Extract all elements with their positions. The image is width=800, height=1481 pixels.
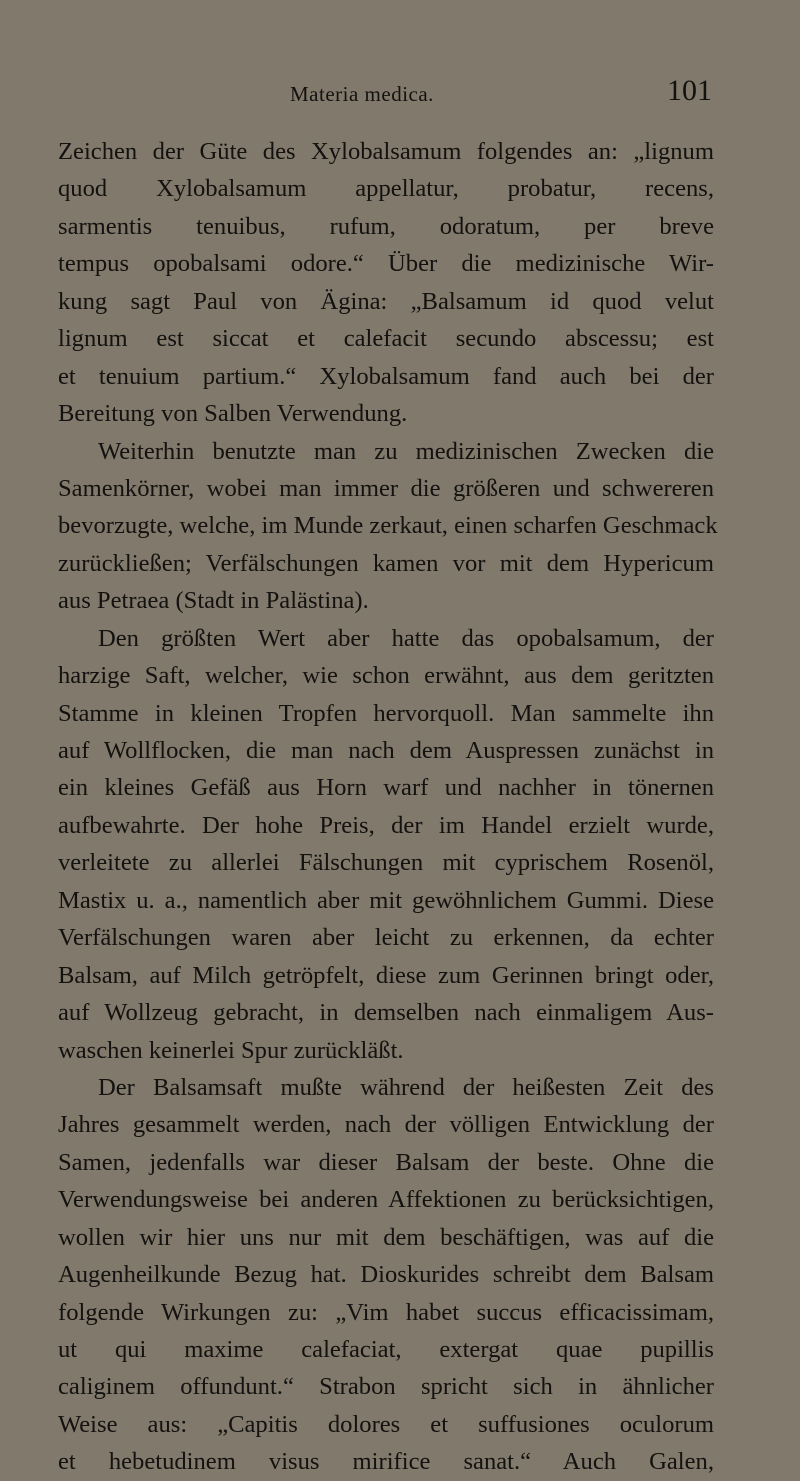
page-header: [60, 76, 712, 116]
text-line: Stamme in kleinen Tropfen hervorquoll. Man sammelte ihn: [58, 699, 714, 727]
text-line: auf Wollflocken, die man nach dem Auspressen zunächst in: [58, 737, 714, 764]
text-line: ein kleines Gefäß aus Horn warf und nachher in tönernen: [58, 774, 714, 802]
text-line: Augenheilkunde Bezug hat. Dioskurides schreibt dem Balsam: [58, 1261, 714, 1289]
text-line: et tenuium partium.“ Xylobalsamum fand auch bei der: [58, 362, 714, 390]
text-line: lignum est siccat et calefacit secundo abscessu; est: [58, 325, 714, 353]
text-line: Zeichen der Güte des Xylobalsamum folgendes an: „lignum: [58, 138, 714, 165]
text-line: aus Petraea (Stadt in Palästina).: [58, 587, 369, 615]
text-line: Samen, jedenfalls war dieser Balsam der beste. Ohne die: [58, 1148, 714, 1176]
page-number: 101: [667, 74, 712, 107]
text-line: Verwendungsweise bei anderen Affektionen zu berücksichtigen,: [58, 1186, 714, 1214]
text-line: wollen wir hier uns nur mit dem beschäftigen, was auf die: [58, 1223, 714, 1251]
text-line: Weiterhin benutzte man zu medizinischen Zwecken die: [98, 437, 714, 465]
text-line: folgende Wirkungen zu: „Vim habet succus efficacissimam,: [58, 1298, 714, 1326]
text-line: et hebetudinem visus mirifice sanat.“ Auch Galen,: [58, 1448, 714, 1476]
text-line: bevorzugte, welche, im Munde zerkaut, einen scharfen Geschmack: [58, 512, 718, 540]
running-title: Materia medica.: [290, 82, 434, 106]
text-line: Der Balsamsaft mußte während der heißesten Zeit des: [98, 1073, 714, 1101]
text-line: ut qui maxime calefaciat, extergat quae pupillis: [58, 1336, 714, 1363]
text-line: Samenkörner, wobei man immer die größeren und schwereren: [58, 474, 714, 502]
body-text: [58, 133, 718, 1481]
text-line: Balsam, auf Milch getröpfelt, diese zum Gerinnen bringt oder,: [58, 961, 714, 989]
text-line: sarmentis tenuibus, rufum, odoratum, per breve: [58, 212, 714, 240]
text-line: tempus opobalsami odore.“ Über die medizinische Wir-: [58, 250, 714, 278]
text-line: Den größten Wert aber hatte das opobalsamum, der: [98, 624, 714, 652]
text-line: caliginem offundunt.“ Strabon spricht sich in ähnlicher: [58, 1373, 714, 1401]
text-line: quod Xylobalsamum appellatur, probatur, recens,: [58, 175, 714, 203]
text-line: waschen keinerlei Spur zurückläßt.: [58, 1036, 404, 1064]
text-line: zurückließen; Verfälschungen kamen vor mit dem Hypericum: [58, 549, 714, 577]
text-line: Weise aus: „Capitis dolores et suffusiones oculorum: [58, 1410, 714, 1438]
text-line: aufbewahrte. Der hohe Preis, der im Handel erzielt wurde,: [58, 811, 714, 839]
text-line: Mastix u. a., namentlich aber mit gewöhnlichem Gummi. Diese: [58, 886, 714, 914]
text-line: kung sagt Paul von Ägina: „Balsamum id quod velut: [58, 287, 714, 315]
text-line: Verfälschungen waren aber leicht zu erkennen, da echter: [58, 924, 714, 952]
text-line: auf Wollzeug gebracht, in demselben nach einmaligem Aus-: [58, 999, 714, 1027]
text-line: verleitete zu allerlei Fälschungen mit cyprischem Rosenöl,: [58, 849, 714, 877]
text-line: harzige Saft, welcher, wie schon erwähnt, aus dem geritzten: [58, 662, 714, 690]
text-line: Jahres gesammelt werden, nach der völligen Entwicklung der: [58, 1111, 714, 1139]
text-line: Bereitung von Salben Verwendung.: [58, 400, 408, 428]
